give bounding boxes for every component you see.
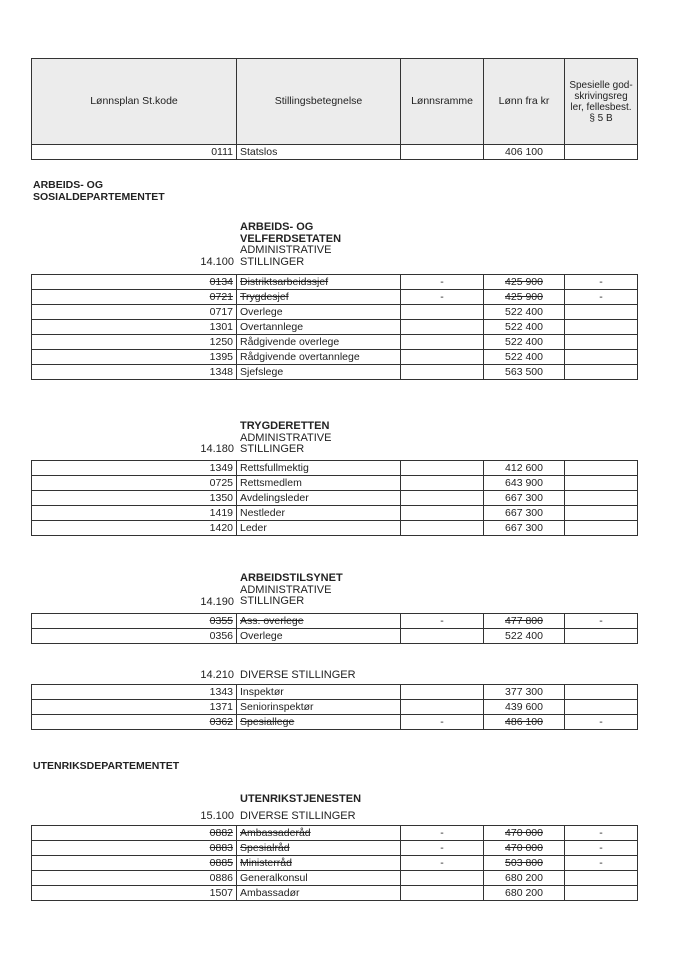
row-title: [237, 826, 401, 841]
row-code: [32, 335, 237, 350]
cell-text: 1343: [209, 686, 233, 698]
section-number: 14.210: [200, 669, 234, 681]
row-special: [565, 506, 638, 521]
row-salary: [484, 521, 565, 536]
cell-text: 667 300: [505, 492, 543, 504]
cell-text: Spesiallege: [240, 716, 295, 728]
cell-text: Ass. overlege: [240, 615, 304, 627]
cell-text: Overtannlege: [240, 321, 304, 333]
cell-text: 486 100: [505, 716, 543, 728]
row-code: [32, 871, 237, 886]
cell-text: -: [599, 827, 603, 839]
table-row: [32, 320, 638, 335]
row-salary: [484, 305, 565, 320]
row-title: [237, 715, 401, 730]
row-title: [237, 521, 401, 536]
col-header-title: Stillingsbetegnelse: [237, 59, 401, 145]
cell-text: 0356: [209, 630, 233, 642]
col-header-plan: Lønnsplan St.kode: [32, 59, 237, 145]
cell-text: 0717: [209, 306, 233, 318]
table-row: [32, 826, 638, 841]
table-row: [32, 335, 638, 350]
cell-text: -: [599, 716, 603, 728]
row-special: [565, 335, 638, 350]
row-special: [565, 856, 638, 871]
table-row: [32, 476, 638, 491]
row-code: [32, 614, 237, 629]
row-code: [32, 491, 237, 506]
cell-text: 1395: [209, 351, 233, 363]
row-salary: [484, 476, 565, 491]
cell-text: -: [599, 842, 603, 854]
row-code: [32, 350, 237, 365]
row-salary: [484, 506, 565, 521]
section-subtitle-line: ADMINISTRATIVE: [240, 244, 332, 256]
section-title-line: ARBEIDSTILSYNET: [240, 572, 343, 584]
cell-text: 667 300: [505, 522, 543, 534]
row-frame: [401, 506, 484, 521]
cell-text: Overlege: [240, 306, 283, 318]
row-title: [237, 335, 401, 350]
cell-text: 1250: [209, 336, 233, 348]
row-title: [237, 491, 401, 506]
row-frame: [401, 685, 484, 700]
row-special: [565, 320, 638, 335]
row-salary: [484, 685, 565, 700]
cell-text: 1348: [209, 366, 233, 378]
row-salary: [484, 365, 565, 380]
cell-text: 680 200: [505, 887, 543, 899]
department-heading: UTENRIKSDEPARTEMENTET: [33, 760, 180, 772]
cell-text: 477 800: [505, 615, 543, 627]
section-number: 14.180: [200, 443, 234, 455]
cell-text: 0355: [209, 615, 233, 627]
cell-text: 470 000: [505, 842, 543, 854]
row-title: [237, 290, 401, 305]
row-salary: [484, 350, 565, 365]
cell-text: -: [599, 291, 603, 303]
row-title: [237, 275, 401, 290]
positions-table: [31, 825, 638, 901]
row-code: [32, 305, 237, 320]
row-special: [565, 685, 638, 700]
row-salary: [484, 826, 565, 841]
row-frame: [401, 305, 484, 320]
row-special: [565, 841, 638, 856]
row-title: [237, 320, 401, 335]
col-header-special: Spesielle god-skrivingsreg ler, fellesbest. § 5 B: [565, 59, 638, 145]
row-title: [237, 629, 401, 644]
positions-table: [31, 684, 638, 730]
row-title: [237, 841, 401, 856]
cell-text: 1349: [209, 462, 233, 474]
cell-text: 522 400: [505, 351, 543, 363]
cell-text: 0885: [209, 857, 233, 869]
row-title: [237, 461, 401, 476]
section-heading: [240, 794, 361, 806]
cell-text: 0883: [209, 842, 233, 854]
cell-text: 425 900: [505, 276, 543, 288]
section-title: DIVERSE STILLINGER: [240, 669, 356, 681]
table-row: [32, 715, 638, 730]
cell-text: Distriktsarbeidssjef: [240, 276, 329, 288]
row-special: [565, 476, 638, 491]
row-title: [237, 685, 401, 700]
cell-text: Rettsfullmektig: [240, 462, 309, 474]
cell-text: 0134: [209, 276, 233, 288]
cell-text: 470 000: [505, 827, 543, 839]
cell-text: 1301: [209, 321, 233, 333]
row-code: [32, 521, 237, 536]
table-row: [32, 856, 638, 871]
cell-text: 1371: [209, 701, 233, 713]
row-special: [565, 700, 638, 715]
section-subtitle-line: STILLINGER: [240, 255, 305, 268]
row-special: [565, 826, 638, 841]
row-title: Statslos: [237, 145, 401, 160]
row-salary: [484, 841, 565, 856]
section-number: 15.100: [200, 810, 234, 822]
table-row: [32, 521, 638, 536]
table-row: [32, 871, 638, 886]
cell-text: -: [440, 857, 444, 869]
table-row: [32, 365, 638, 380]
cell-text: 0725: [209, 477, 233, 489]
row-salary: [484, 491, 565, 506]
table-row: [32, 700, 638, 715]
row-frame: [401, 871, 484, 886]
positions-table: [31, 274, 638, 380]
row-salary: [484, 886, 565, 901]
table-row: [32, 685, 638, 700]
table-row: [32, 290, 638, 305]
table-row: [32, 614, 638, 629]
cell-text: 680 200: [505, 872, 543, 884]
row-special: [565, 715, 638, 730]
row-code: [32, 476, 237, 491]
table-row: [32, 350, 638, 365]
cell-text: -: [440, 827, 444, 839]
row-code: [32, 275, 237, 290]
row-frame: [401, 275, 484, 290]
row-salary: [484, 871, 565, 886]
cell-text: -: [440, 716, 444, 728]
cell-text: Ambassaderåd: [240, 827, 311, 839]
row-frame: [401, 629, 484, 644]
row-salary: [484, 614, 565, 629]
row-special: [565, 521, 638, 536]
table-row: [32, 145, 638, 160]
row-special: [565, 365, 638, 380]
row-title: [237, 614, 401, 629]
section-heading: [240, 421, 331, 456]
section-subtitle-line: ADMINISTRATIVE: [240, 583, 332, 596]
cell-text: 0882: [209, 827, 233, 839]
row-frame: [401, 461, 484, 476]
cell-text: 522 400: [505, 306, 543, 318]
row-title: [237, 886, 401, 901]
section-subtitle-line: ADMINISTRATIVE: [240, 431, 332, 444]
col-header-frame: Lønnsramme: [401, 59, 484, 145]
table-row: [32, 491, 638, 506]
row-salary: [484, 629, 565, 644]
row-frame: [401, 320, 484, 335]
table-row: [32, 841, 638, 856]
row-title: [237, 506, 401, 521]
row-code: [32, 685, 237, 700]
table-row: [32, 305, 638, 320]
row-code: [32, 700, 237, 715]
cell-text: Seniorinspektør: [240, 701, 314, 713]
row-salary: [484, 320, 565, 335]
row-frame: [401, 476, 484, 491]
row-special: [565, 145, 638, 160]
cell-text: 522 400: [505, 630, 543, 642]
row-code: [32, 365, 237, 380]
row-frame: [401, 856, 484, 871]
row-special: [565, 886, 638, 901]
positions-table: [31, 613, 638, 644]
cell-text: -: [440, 615, 444, 627]
section-heading: [240, 222, 341, 268]
section-number: 14.100: [200, 256, 234, 268]
row-special: [565, 629, 638, 644]
row-salary: [484, 461, 565, 476]
row-code: [32, 826, 237, 841]
cell-text: Nestleder: [240, 507, 285, 519]
cell-text: Leder: [240, 522, 267, 534]
row-salary: [484, 700, 565, 715]
row-special: [565, 290, 638, 305]
row-special: [565, 871, 638, 886]
cell-text: 667 300: [505, 507, 543, 519]
row-frame: [401, 350, 484, 365]
col-header-salary: Lønn fra kr: [484, 59, 565, 145]
cell-text: 0721: [209, 291, 233, 303]
row-frame: [401, 335, 484, 350]
cell-text: 1420: [209, 522, 233, 534]
cell-text: -: [440, 842, 444, 854]
cell-text: Spesialråd: [240, 842, 290, 854]
row-code: [32, 886, 237, 901]
row-frame: [401, 491, 484, 506]
cell-text: Inspektør: [240, 686, 284, 698]
row-frame: [401, 145, 484, 160]
cell-text: Avdelingsleder: [240, 492, 309, 504]
cell-text: 522 400: [505, 336, 543, 348]
row-title: [237, 305, 401, 320]
row-frame: [401, 826, 484, 841]
section-title-line: VELFERDSETATEN: [240, 232, 342, 245]
section-title-line: ARBEIDS- OG: [240, 221, 314, 233]
row-code: [32, 715, 237, 730]
table-row: [32, 886, 638, 901]
table-row: [32, 461, 638, 476]
row-code: 0111: [32, 145, 237, 160]
row-title: [237, 700, 401, 715]
row-salary: 406 100: [484, 145, 565, 160]
cell-text: Overlege: [240, 630, 283, 642]
cell-text: -: [440, 291, 444, 303]
cell-text: 0362: [209, 716, 233, 728]
row-salary: [484, 715, 565, 730]
section-title-line: TRYGDERETTEN: [240, 420, 330, 432]
section-title-line: UTENRIKSTJENESTEN: [240, 793, 362, 805]
department-heading: ARBEIDS- OG SOSIALDEPARTEMENTET: [33, 179, 165, 203]
cell-text: 503 800: [505, 857, 543, 869]
cell-text: 377 300: [505, 686, 543, 698]
row-title: [237, 350, 401, 365]
cell-text: Ministerråd: [240, 857, 292, 869]
section-subtitle-line: STILLINGER: [240, 443, 305, 455]
row-frame: [401, 614, 484, 629]
cell-text: Sjefslege: [240, 366, 284, 378]
cell-text: 643 900: [505, 477, 543, 489]
cell-text: Rettsmedlem: [240, 477, 302, 489]
row-title: [237, 856, 401, 871]
cell-text: 1419: [209, 507, 233, 519]
row-code: [32, 841, 237, 856]
cell-text: 522 400: [505, 321, 543, 333]
row-frame: [401, 841, 484, 856]
row-salary: [484, 275, 565, 290]
row-title: [237, 365, 401, 380]
cell-text: Generalkonsul: [240, 872, 308, 884]
cell-text: 1507: [209, 887, 233, 899]
cell-text: 439 600: [505, 701, 543, 713]
cell-text: Trygdesjef: [240, 291, 289, 303]
row-salary: [484, 335, 565, 350]
cell-text: Rådgivende overtannlege: [240, 351, 360, 363]
row-salary: [484, 856, 565, 871]
row-frame: [401, 886, 484, 901]
row-frame: [401, 365, 484, 380]
row-special: [565, 350, 638, 365]
cell-text: 412 600: [505, 462, 543, 474]
row-special: [565, 275, 638, 290]
cell-text: -: [599, 857, 603, 869]
row-frame: [401, 715, 484, 730]
header-table: [31, 58, 638, 160]
row-special: [565, 305, 638, 320]
row-frame: [401, 521, 484, 536]
cell-text: 0886: [209, 872, 233, 884]
cell-text: 425 900: [505, 291, 543, 303]
row-title: [237, 476, 401, 491]
section-number: 14.190: [200, 596, 234, 608]
row-code: [32, 461, 237, 476]
row-frame: [401, 290, 484, 305]
row-code: [32, 629, 237, 644]
row-special: [565, 461, 638, 476]
section-subtitle-line: STILLINGER: [240, 595, 305, 607]
cell-text: Rådgivende overlege: [240, 336, 340, 348]
row-code: [32, 320, 237, 335]
table-row: [32, 506, 638, 521]
cell-text: -: [599, 615, 603, 627]
cell-text: 1350: [209, 492, 233, 504]
row-special: [565, 614, 638, 629]
row-code: [32, 856, 237, 871]
cell-text: -: [599, 276, 603, 288]
row-special: [565, 491, 638, 506]
cell-text: Ambassadør: [240, 887, 300, 899]
positions-table: [31, 460, 638, 536]
row-code: [32, 290, 237, 305]
row-title: [237, 871, 401, 886]
table-row: [32, 275, 638, 290]
row-frame: [401, 700, 484, 715]
section-heading: [240, 573, 343, 608]
cell-text: -: [440, 276, 444, 288]
row-code: [32, 506, 237, 521]
table-row: [32, 629, 638, 644]
cell-text: 563 500: [505, 366, 543, 378]
section-subtitle: DIVERSE STILLINGER: [240, 810, 356, 822]
row-salary: [484, 290, 565, 305]
